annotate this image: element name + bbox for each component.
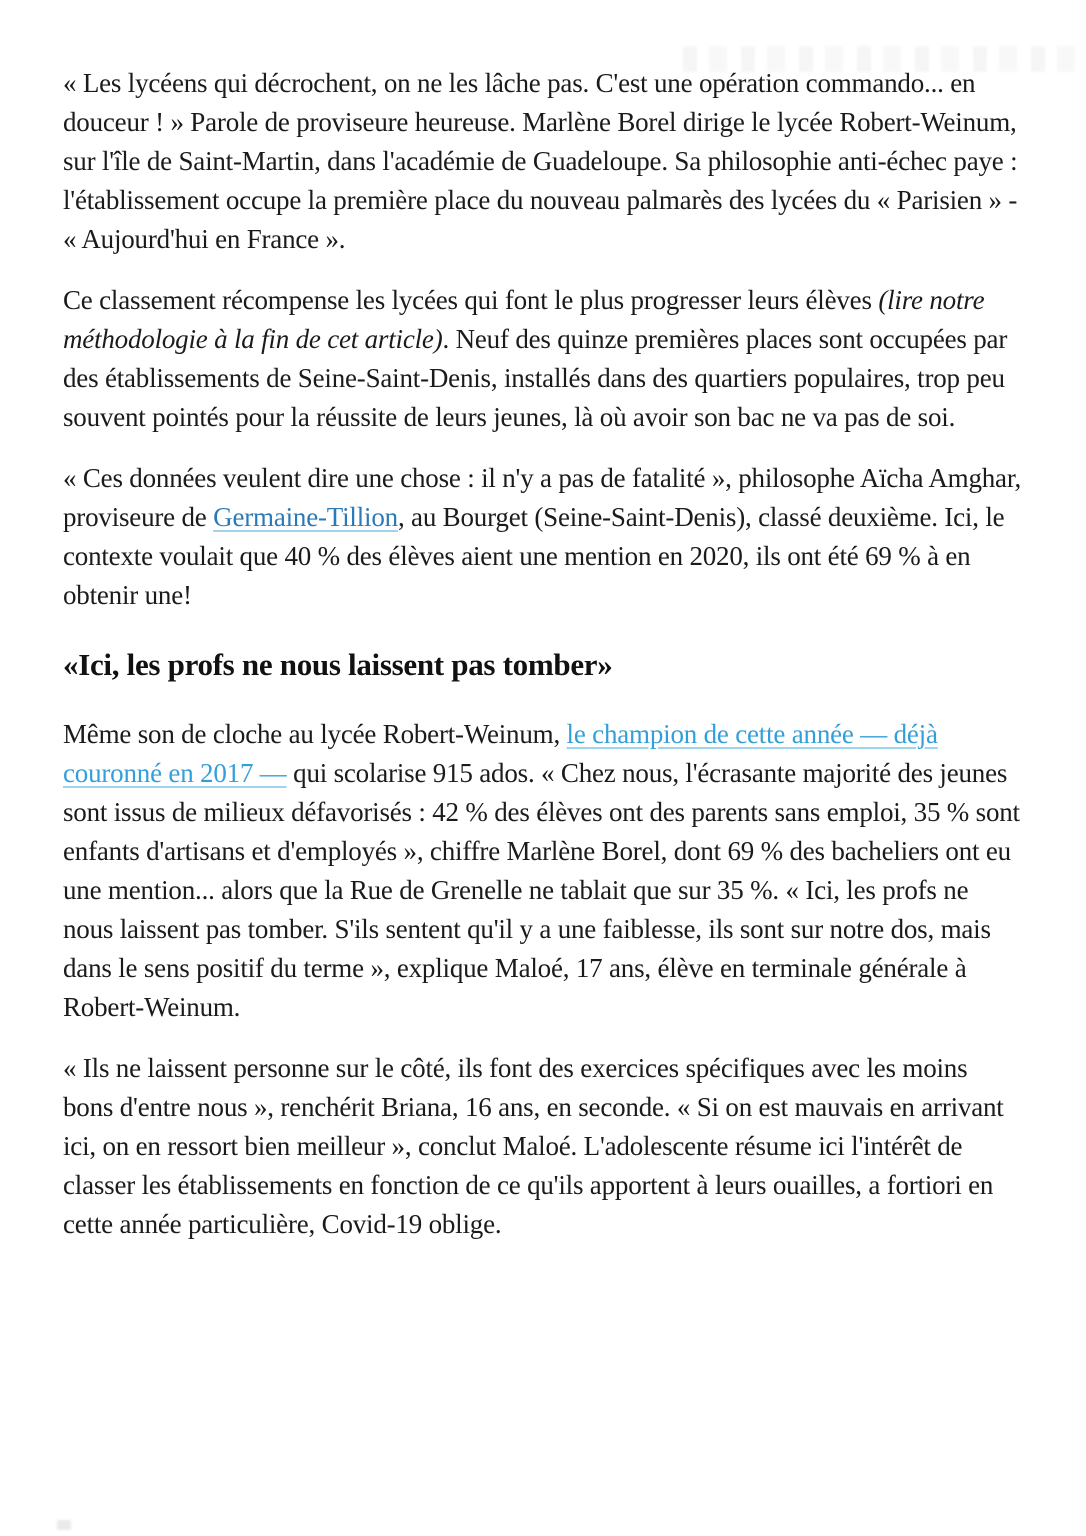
page-edge-artifact	[57, 1520, 71, 1530]
cropped-line-artifact	[683, 46, 1086, 72]
section-heading: «Ici, les profs ne nous laissent pas tomber»	[63, 647, 613, 682]
text-run: qui scolarise 915 ados. « Chez nous, l'écrasante majorité des jeunes sont issus de milieux défavorisés : 42 % des élèves ont des parents sans emploi, 35 % sont enfants d'artisans et d'employés », chiffre Marlène Borel, dont 69 % des bacheliers ont eu une mention... alors que la Rue de Grenelle ne tablait que sur 35 %. « Ici, les profs ne nous laissent pas tomber. S'ils sentent qu'il y a une faiblesse, ils sont sur notre dos, mais dans le sens positif du terme », explique Maloé, 17 ans, élève en terminale générale à Robert-Weinum.	[63, 758, 1020, 1022]
paragraph	[63, 281, 1023, 437]
text-run: « Ces données veulent dire une chose : il n'y a pas de fatalité », philosophe Aïcha Amghar, proviseure de	[63, 463, 1022, 532]
italic-text: (lire notre méthodologie à la fin de cet article)	[63, 285, 985, 354]
paragraph	[63, 459, 1023, 615]
text-run: « Ils ne laissent personne sur le côté, ils font des exercices spécifiques avec les moins bons d'entre nous », renchérit Briana, 16 ans, en seconde. « Si on est mauvais en arrivant ici, on en ressort bien meilleur », conclut Maloé. L'adolescente résume ici l'intérêt de classer les établissements en fonction de ce qu'ils apportent à leurs ouailles, a fortiori en cette année particulière, Covid-19 oblige.	[63, 1053, 1004, 1239]
paragraph	[63, 715, 1023, 1027]
text-run: Même son de cloche au lycée Robert-Weinum,	[63, 719, 567, 749]
text-run: Ce classement récompense les lycées qui font le plus progresser leurs élèves	[63, 285, 879, 315]
paragraph	[63, 1049, 1023, 1244]
text-run: , au Bourget (Seine-Saint-Denis), classé deuxième. Ici, le contexte voulait que 40 % des élèves aient une mention en 2020, ils ont été 69 % à en obtenir une!	[63, 502, 1005, 610]
inline-link[interactable]: le champion de cette année — déjà couronné en 2017 —	[63, 719, 938, 788]
paragraph	[63, 64, 1023, 259]
text-run: « Les lycéens qui décrochent, on ne les lâche pas. C'est une opération commando... en douceur ! » Parole de proviseure heureuse. Marlène Borel dirige le lycée Robert-Weinum, sur l'île de Saint-Martin, dans l'académie de Guadeloupe. Sa philosophie anti-échec paye : l'établissement occupe la première place du nouveau palmarès des lycées du « Parisien » - « Aujourd'hui en France ».	[63, 68, 1018, 254]
text-run: . Neuf des quinze premières places sont occupées par des établissements de Seine-Saint-Denis, installés dans des quartiers populaires, trop peu souvent pointés pour la réussite de leurs jeunes, là où avoir son bac ne va pas de soi.	[63, 324, 1008, 432]
inline-link[interactable]: Germaine-Tillion	[213, 502, 398, 532]
